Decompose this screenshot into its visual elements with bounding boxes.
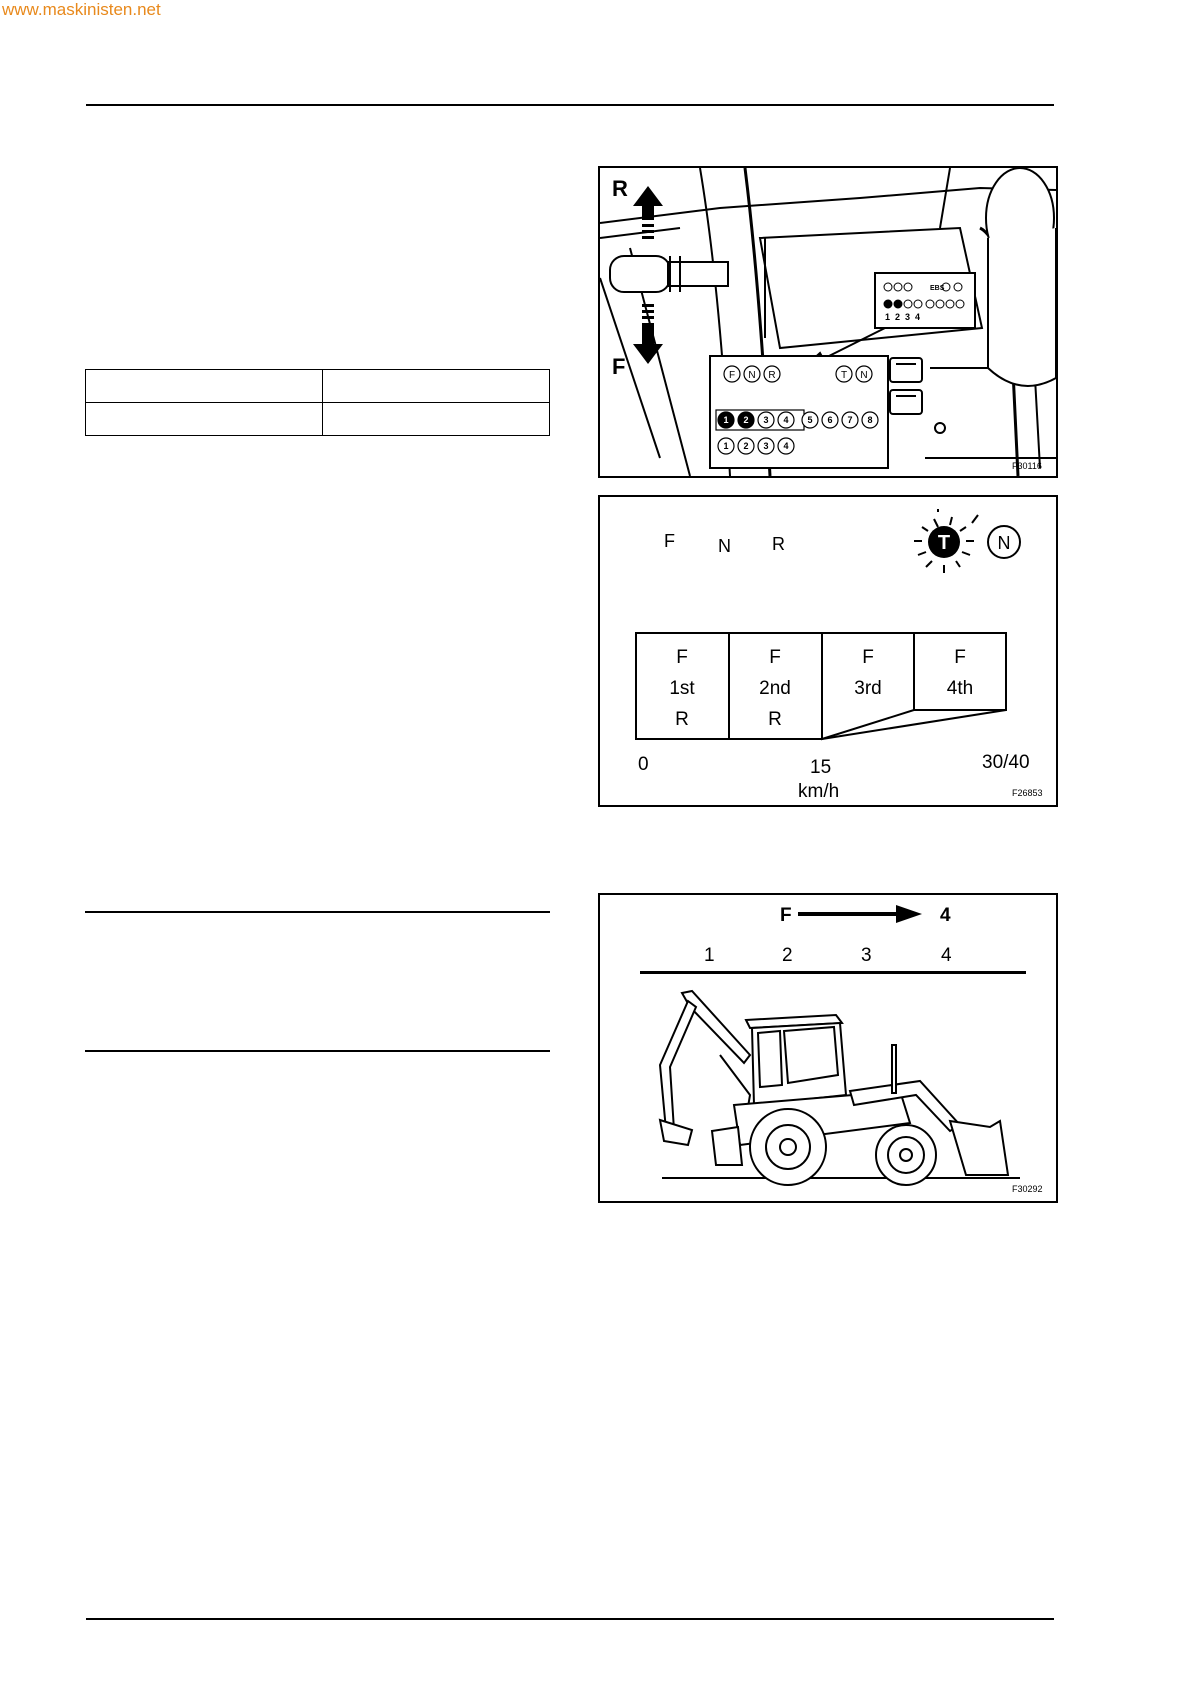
off-indicator-label: N	[997, 533, 1011, 553]
gear-light-number: 1	[723, 415, 729, 425]
gear-3-label: 3rd	[854, 678, 882, 699]
gear-2-label: 2nd	[759, 678, 791, 699]
figure-shuttle-lever	[598, 166, 1058, 478]
panel-number: 3	[905, 312, 911, 322]
gear-4-top: F	[954, 647, 966, 668]
gear-speed-diagram	[600, 497, 1056, 805]
indicator-R: R	[768, 370, 776, 381]
direction-label-F: F	[664, 531, 675, 551]
gear-light-number: 1	[723, 441, 729, 451]
gear-number: 4	[941, 945, 952, 966]
arrow-to-label: 4	[940, 905, 951, 926]
lever-label-down: F	[612, 354, 626, 379]
watermark-link[interactable]: www.maskinisten.net	[2, 0, 161, 19]
gear-number: 1	[704, 945, 715, 966]
indicator-N: N	[748, 370, 756, 381]
lit-indicator-label: T	[937, 532, 951, 554]
panel-number: 1	[885, 312, 891, 322]
table-cell	[86, 403, 323, 436]
gear-4-label: 4th	[946, 678, 974, 699]
gear-scale-line	[640, 971, 1026, 974]
header-rule	[86, 104, 1054, 106]
section-rule	[85, 1050, 550, 1052]
speed-unit: km/h	[798, 781, 840, 802]
gear-light-number: 4	[783, 441, 789, 451]
figure-code: F26853	[1012, 788, 1043, 798]
figure-code: F30116	[1012, 461, 1042, 471]
direction-label-N: N	[718, 536, 731, 556]
panel-number: 2	[895, 312, 901, 322]
table-cell	[323, 370, 550, 403]
gear-light-number: 2	[743, 441, 749, 451]
gear-3-top: F	[862, 647, 874, 668]
panel-number: 4	[915, 312, 921, 322]
speed-tick: 30/40	[982, 752, 1030, 773]
table-row	[86, 370, 550, 403]
gear-light-number: 3	[763, 415, 769, 425]
figure-backhoe-gear	[598, 893, 1058, 1203]
indicator-T: T	[840, 370, 848, 381]
gear-1-label: 1st	[669, 678, 695, 699]
table-cell	[86, 370, 323, 403]
direction-label-R: R	[772, 534, 785, 554]
empty-table	[85, 369, 550, 436]
gear-light-number: 8	[867, 415, 873, 425]
indicator-F: F	[728, 370, 736, 381]
gear-light-number: 6	[827, 415, 833, 425]
speed-tick: 15	[810, 757, 832, 778]
backhoe-illustration	[600, 895, 1056, 1201]
panel-label: EBS	[930, 285, 945, 292]
gear-light-number: 3	[763, 441, 769, 451]
lever-label-up: R	[612, 176, 628, 201]
gear-light-number: 5	[807, 415, 813, 425]
gear-light-number: 7	[847, 415, 853, 425]
shuttle-lever-illustration	[600, 168, 1056, 476]
gear-2-top: F	[769, 647, 781, 668]
arrow-head	[896, 905, 922, 923]
footer-rule	[86, 1618, 1054, 1620]
gear-2-bottom: R	[768, 709, 782, 730]
table-cell	[323, 403, 550, 436]
figure-code: F30292	[1012, 1184, 1043, 1194]
gear-number: 3	[861, 945, 872, 966]
gear-light-number: 2	[743, 415, 749, 425]
gear-light-number: 4	[783, 415, 789, 425]
gear-1-bottom: R	[675, 709, 689, 730]
arrow-from-label: F	[780, 905, 792, 926]
gear-number: 2	[782, 945, 793, 966]
table-row	[86, 403, 550, 436]
gear-1-top: F	[676, 647, 688, 668]
speed-tick: 0	[638, 754, 649, 775]
indicator-N2: N	[860, 370, 868, 381]
section-rule	[85, 911, 550, 913]
figure-gear-speed-diagram	[598, 495, 1058, 807]
arrow-shaft	[798, 912, 896, 916]
